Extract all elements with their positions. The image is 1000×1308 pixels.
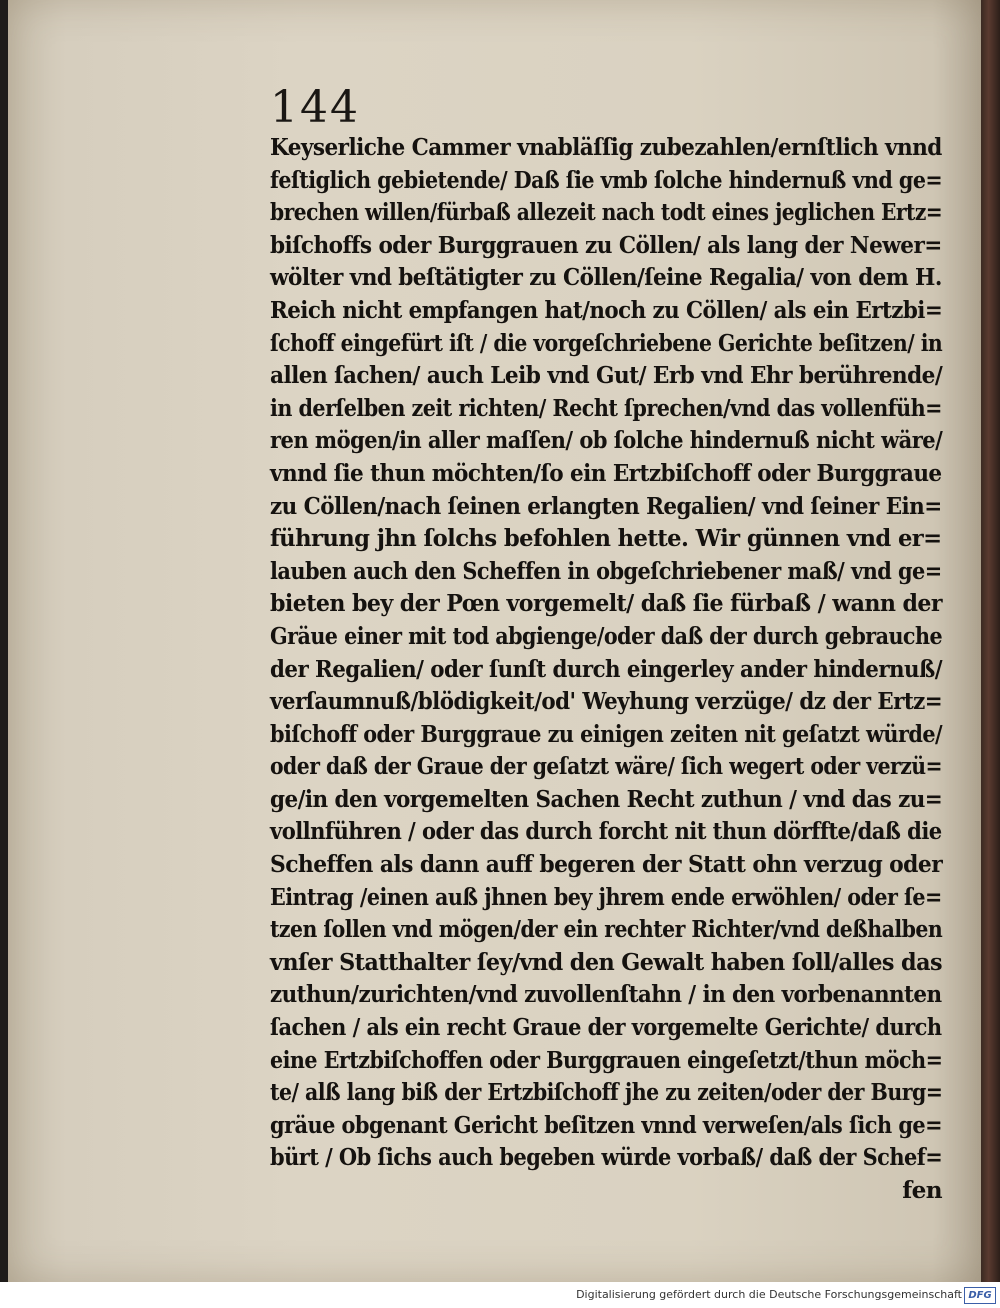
text-line: brechen willen/fürbaß allezeit nach todt eines jeglichen Ertz=: [270, 199, 943, 227]
text-line: ſachen / als ein recht Graue der vorgemelte Gerichte/ durch: [270, 1014, 942, 1042]
text-line: Reich nicht empfangen hat/noch zu Cöllen/ als ein Ertzbi=: [270, 296, 943, 324]
digitization-footer: [0, 1282, 1000, 1308]
book-cover-edge: [981, 0, 1000, 1282]
text-line: gräue obgenant Gericht beſitzen vnnd verweſen/als ſich ge=: [270, 1111, 943, 1139]
text-line: ſchoff eingefürt iſt / die vorgeſchriebene Gerichte beſitzen/ in: [270, 329, 943, 357]
text-line: Eintrag /einen auß jhnen bey jhrem ende erwöhlen/ oder ſe=: [270, 883, 942, 911]
text-line: eine Ertzbiſchoffen oder Burggrauen eingeſetzt/thun möch=: [270, 1046, 943, 1074]
text-line: Keyserliche Cammer vnabläſſig zubezahlen/ernſtlich vnnd: [270, 134, 942, 161]
text-line: vollnführen / oder das durch forcht nit thun dörffte/daß die: [270, 818, 942, 846]
text-line: führung jhn ſolchs befohlen hette. Wir günnen vnd er=: [270, 525, 942, 553]
text-line: feſtiglich gebietende/ Daß ſie vmb ſolche hindernuß vnd ge=: [270, 166, 943, 194]
dfg-logo-icon: DFG: [964, 1287, 996, 1304]
text-line: vnnd ſie thun möchten/ſo ein Ertzbiſchoff oder Burggraue: [270, 459, 942, 487]
text-line: in derſelben zeit richten/ Recht ſprechen/vnd das vollenfüh=: [270, 394, 942, 422]
text-line: bieten bey der Pœn vorgemelt/ daß ſie fürbaß / wann der: [270, 590, 943, 618]
text-line: biſchoff oder Burggraue zu einigen zeiten nit geſatzt würde/: [270, 720, 943, 748]
text-line: zu Cöllen/nach ſeinen erlangten Regalien/ vnd ſeiner Ein=: [270, 492, 942, 520]
book-page: [8, 0, 981, 1282]
text-line: Gräue einer mit tod abgienge/oder daß der durch gebrauche: [270, 622, 943, 650]
text-line: oder daß der Graue der geſatzt wäre/ ſich wegert oder verzü=: [270, 753, 943, 781]
text-line: der Regalien/ oder ſunſt durch eingerley ander hindernuß/: [270, 655, 942, 683]
text-line: vnſer Statthalter ſey/vnd den Gewalt haben ſoll/alles das: [270, 948, 942, 976]
text-line: ren mögen/in aller maſſen/ ob ſolche hindernuß nicht wäre/: [270, 427, 943, 455]
text-line: lauben auch den Scheffen in obgeſchriebener maß/ vnd ge=: [270, 557, 942, 585]
body-text: [270, 132, 942, 1208]
text-line: Scheffen als dann auff begeren der Statt ohn verzug oder: [270, 851, 943, 879]
text-line: allen ſachen/ auch Leib vnd Gut/ Erb vnd Ehr berührende/: [270, 362, 943, 390]
page-number: 144: [270, 82, 360, 133]
text-line: te/ alß lang biß der Ertzbiſchoff jhe zu zeiten/oder der Burg=: [270, 1079, 943, 1107]
text-line: verſaumnuß/blödigkeit/od' Weyhung verzüge/ dz der Ertz=: [270, 688, 943, 716]
text-line: biſchoffs oder Burggrauen zu Cöllen/ als lang der Newer=: [270, 231, 942, 259]
text-line: zuthun/zurichten/vnd zuvollenſtahn / in den vorbenannten: [270, 981, 942, 1009]
text-line: ge/in den vorgemelten Sachen Recht zuthun / vnd das zu=: [270, 785, 943, 813]
text-line: bürt / Ob ſichs auch begeben würde vorbaß/ daß der Schef=: [270, 1144, 943, 1172]
text-line: wölter vnd beſtätigter zu Cöllen/ſeine Regalia/ von dem H.: [270, 264, 942, 292]
text-line: fen: [902, 1177, 942, 1204]
text-line: tzen ſollen vnd mögen/der ein rechter Richter/vnd deßhalben: [270, 916, 943, 944]
funding-credit: Digitalisierung gefördert durch die Deutsche Forschungsgemeinschaft: [576, 1288, 962, 1301]
